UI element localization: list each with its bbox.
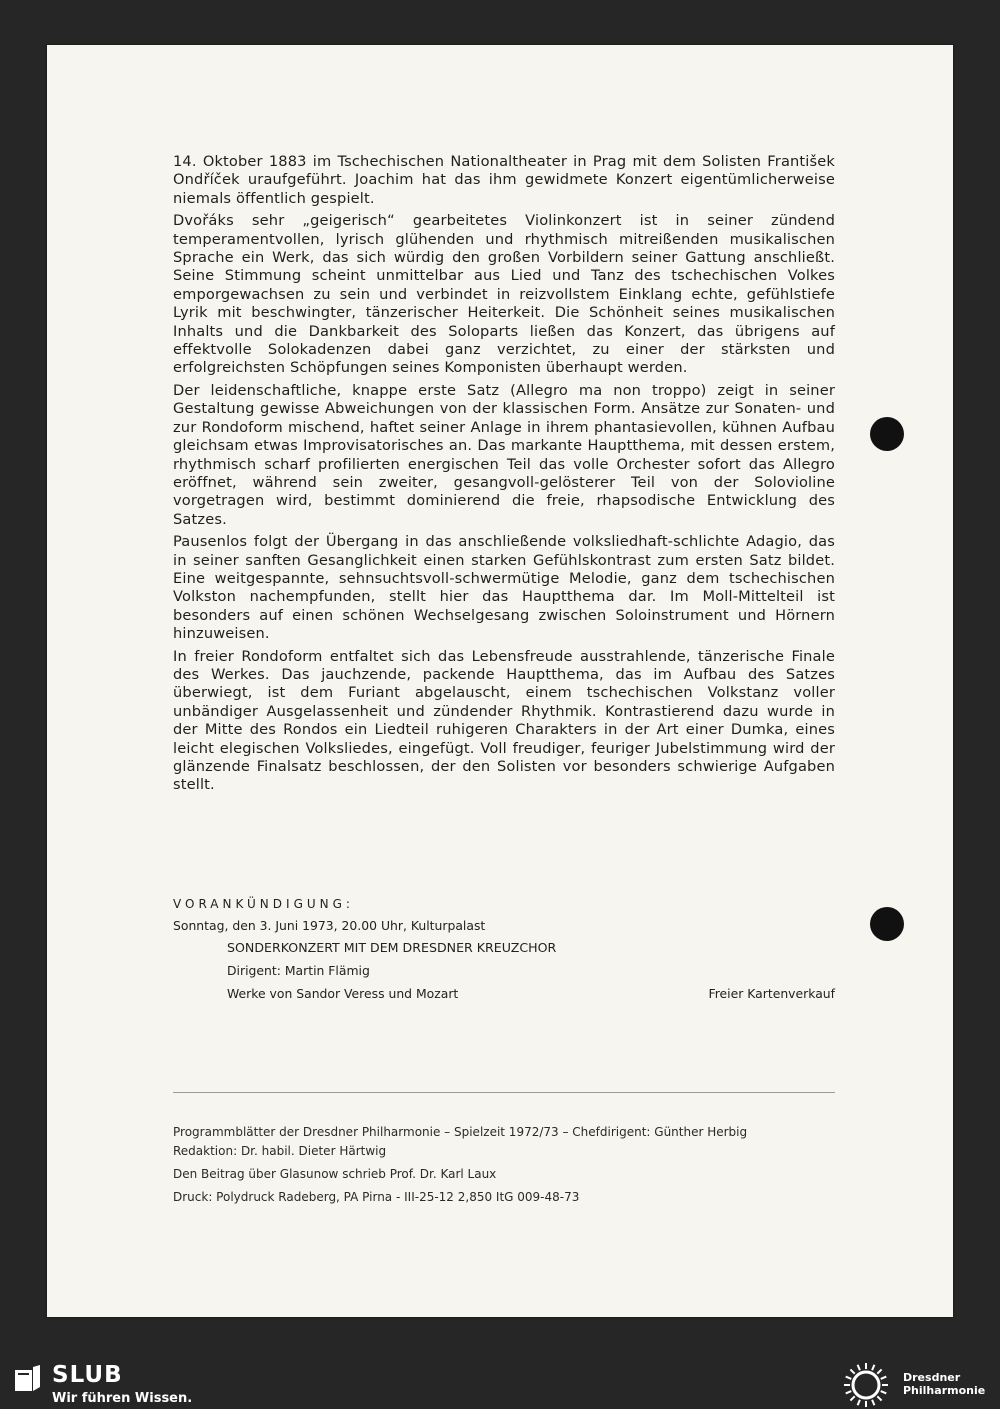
announcement-works-row	[173, 986, 835, 1001]
paragraph-adagio: Pausenlos folgt der Übergang in das anschließende volksliedhaft-schlichte Adagio, das in seiner sanften Gesanglichkeit einen starken Gefühlskontrast zum ersten Satz bildet. Eine weitgespannte, sehnsuchtsvoll-schwermütige Melodie, ganz dem tschechischen Volkston nachempfunden, stellt hier das Hauptthema dar. Im Moll-Mittelteil ist besonders auf einen schönen Wechselgesang zwischen Soloinstrument und Hörnern hinzuweisen.	[173, 533, 835, 643]
paragraph-finale: In freier Rondoform entfaltet sich das Lebensfreude ausstrahlende, tänzerische Finale des Werkes. Das jauchzende, packende Hauptthema, das im Aufbau des Satzes überwiegt, ist dem Furiant abgelauscht, einem tschechischen Volkstanz voller unbändiger Ausgelassenheit und zündender Rhythmik. Kontrastierend dazu wurde in der Mitte des Rondos ein Liedteil ruhigeren Charakters in der Art einer Dumka, eines leicht elegischen Volksliedes, eingefügt. Voll freudiger, feuriger Jubelstimmung wird der glänzende Finalsatz beschlossen, der den Solisten vor besonders schwierige Aufgaben stellt.	[173, 647, 835, 794]
imprint-series: Programmblätter der Dresdner Philharmonie – Spielzeit 1972/73 – Chefdirigent: Günther Herbig	[173, 1125, 748, 1139]
slub-logo-icon	[13, 1363, 43, 1393]
program-notes	[173, 153, 835, 799]
philharmonie-logo-icon	[843, 1362, 889, 1408]
document-page	[47, 45, 953, 1317]
announcement-heading: VORANKÜNDIGUNG:	[173, 897, 354, 911]
announcement-title: SONDERKONZERT MIT DEM DRESDNER KREUZCHOR	[227, 940, 557, 955]
punch-hole-upper	[870, 417, 904, 451]
philharmonie-name-line2: Philharmonie	[903, 1384, 986, 1397]
philharmonie-name	[903, 1371, 985, 1397]
footer-bar	[0, 1358, 1000, 1409]
slub-name: SLUB	[52, 1362, 123, 1388]
paragraph-premiere: 14. Oktober 1883 im Tschechischen Nationaltheater in Prag mit dem Solisten František Ondříček uraufgeführt. Joachim hat das ihm gewidmete Konzert eigentümlicherweise niemals öffentlich gespielt.	[173, 153, 835, 207]
imprint-printer: Druck: Polydruck Radeberg, PA Pirna - III-25-12 2,850 ItG 009-48-73	[173, 1190, 580, 1204]
punch-hole-lower	[870, 907, 904, 941]
imprint	[173, 1124, 843, 1212]
divider	[173, 1092, 835, 1093]
slub-tagline: Wir führen Wissen.	[52, 1391, 193, 1406]
paragraph-character: Dvořáks sehr „geigerisch“ gearbeitetes Violinkonzert ist in seiner zündend temperamentvollen, lyrisch glühenden und rhythmisch mitreißenden musikalischen Sprache ein Werk, das sich würdig den großen Vorbildern seiner Gattung anschließt. Seine Stimmung scheint unmittelbar aus Lied und Tanz des tschechischen Volkes emporgewachsen zu sein und verbindet in reizvollstem Einklang echte, gefühlstiefe Lyrik mit beschwingter, tänzerischer Heiterkeit. Die Schönheit seines musikalischen Inhalts und die Dankbarkeit des Soloparts ließen das Konzert, das übrigens auf effektvolle Solokadenzen dabei ganz verzichtet, zu einer der stärksten und erfolgreichsten Schöpfungen seines Komponisten überhaupt werden.	[173, 212, 835, 377]
announcement	[173, 897, 835, 1001]
imprint-contributor: Den Beitrag über Glasunow schrieb Prof. Dr. Karl Laux	[173, 1167, 497, 1181]
announcement-conductor: Dirigent: Martin Flämig	[227, 963, 370, 978]
imprint-editor: Redaktion: Dr. habil. Dieter Härtwig	[173, 1144, 387, 1158]
paragraph-first-movement: Der leidenschaftliche, knappe erste Satz (Allegro ma non troppo) zeigt in seiner Gestaltung gewisse Abweichungen von der klassischen Form. Ansätze zur Sonaten- und zur Rondoform mischend, haftet seiner Anlage in ihrem phantasievollen, kühnen Aufbau gleichsam etwas Improvisatorisches an. Das markante Hauptthema, mit dessen erstem, rhythmisch scharf profilierten energischen Teil das volle Orchester sofort das Allegro eröffnet, während sein zweiter, gesangvoll-gelösterer Teil von der Solovioline vorgetragen wird, bestimmt dominierend die freie, rhapsodische Entwicklung des Satzes.	[173, 381, 835, 528]
announcement-works: Werke von Sandor Veress und Mozart	[227, 986, 459, 1001]
philharmonie-name-line1: Dresdner	[903, 1371, 961, 1384]
announcement-date: Sonntag, den 3. Juni 1973, 20.00 Uhr, Kulturpalast	[173, 918, 486, 933]
announcement-tickets: Freier Kartenverkauf	[708, 986, 835, 1001]
